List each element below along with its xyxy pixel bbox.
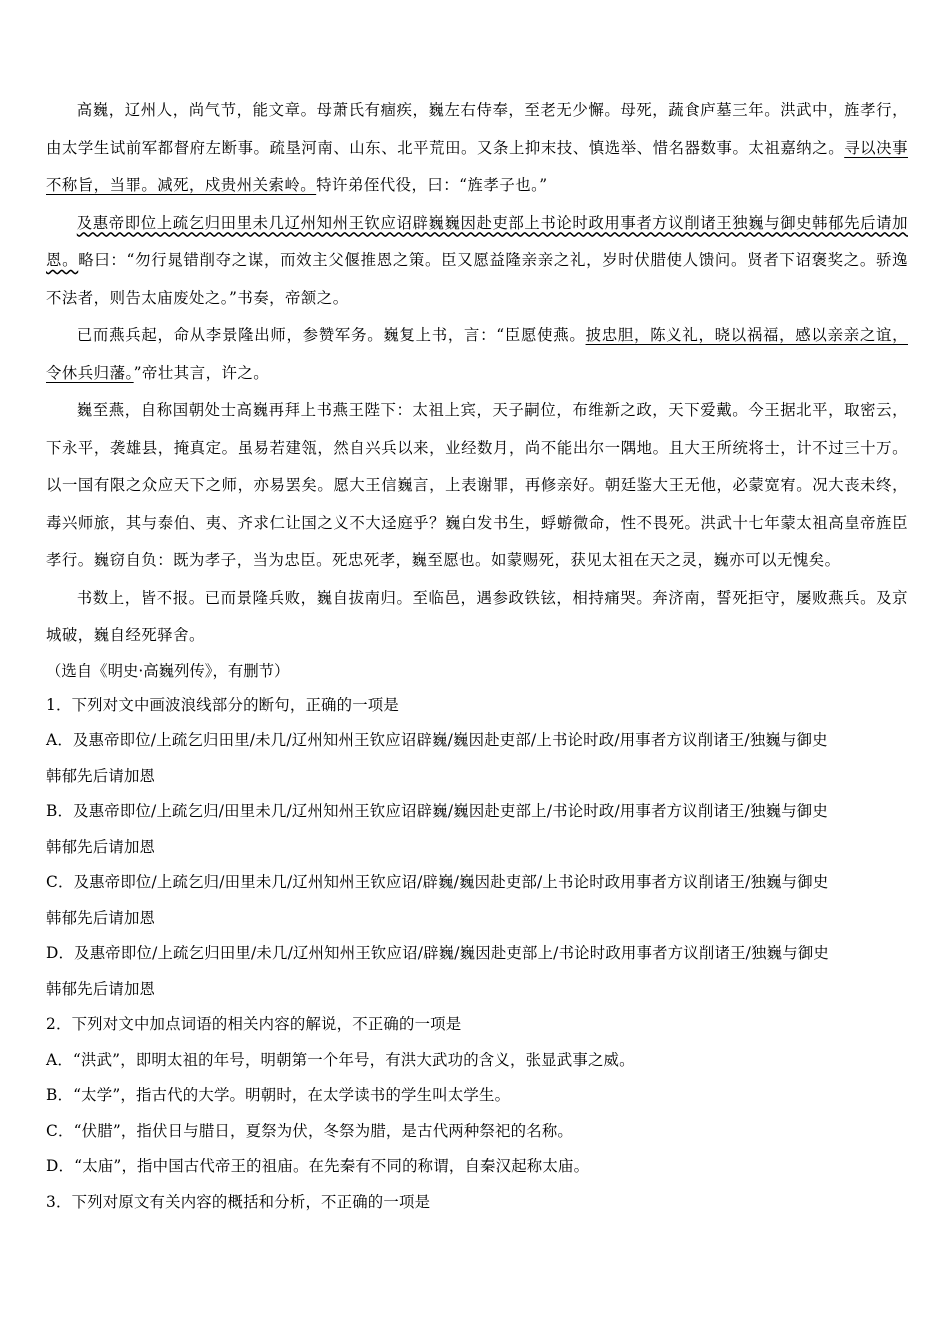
question-1-option-d-cont: 韩郁先后请加恩	[46, 979, 156, 998]
question-2-stem: 2．下列对文中加点词语的相关内容的解说，不正确的一项是	[46, 1015, 462, 1033]
passage-text: 特许弟侄代役，曰：“旌孝子也。”	[316, 176, 548, 194]
question-1-option-b: B．及惠帝即位/上疏乞归/田里未几/辽州知州王钦应诏辟巍/巍因赴吏部上/书论时政/用事者方议削诸王/独巍与御史	[46, 802, 828, 820]
document-page	[46, 92, 908, 1220]
question-2-option-a: A．“洪武”，即明太祖的年号，明朝第一个年号，有洪大武功的含义，张显武事之威。	[46, 1050, 635, 1069]
question-1-option-a-cont: 韩郁先后请加恩	[46, 766, 156, 785]
passage-paragraph-1	[46, 92, 908, 205]
passage-text: ”帝壮其言，许之。	[133, 363, 270, 382]
question-2-option-c: C．“伏腊”，指伏日与腊日，夏祭为伏，冬祭为腊，是古代两种祭祀的名称。	[46, 1121, 574, 1140]
source-note: （选自《明史·高巍列传》，有删节）	[46, 661, 290, 680]
passage-text: 已而燕兵起，命从李景隆出师，参赞军务。巍复上书，言：“臣愿使燕。	[76, 326, 586, 344]
passage-paragraph-3	[46, 317, 908, 392]
question-1-option-a: A．及惠帝即位/上疏乞归田里/未几/辽州知州王钦应诏辟巍/巍因赴吏部/上书论时政/用事者方议削诸王/独巍与御史	[46, 731, 828, 749]
passage-text: 略曰：“勿行晁错削夺之谋，而效主父偃推恩之策。臣又愿益隆亲亲之礼，岁时伏腊使人馈问。贤者下诏褒奖之。骄逸不法者，则告太庙废处之。”书奏，帝颔之。	[46, 251, 908, 307]
question-3-stem: 3．下列对原文有关内容的概括和分析，不正确的一项是	[46, 1192, 431, 1211]
question-1-option-c: C．及惠帝即位/上疏乞归/田里未几/辽州知州王钦应诏/辟巍/巍因赴吏部/上书论时政用事者方议削诸王/独巍与御史	[46, 873, 829, 891]
question-2-option-b: B．“太学”，指古代的大学。明朝时，在太学读书的学生叫太学生。	[46, 1086, 511, 1104]
underlined-sentence: 披忠胆，陈义礼，晓以祸福，感以亲亲之谊，令休兵归藩。	[46, 326, 908, 382]
question-1-option-b-cont: 韩郁先后请加恩	[46, 837, 156, 856]
question-1-option-d: D．及惠帝即位/上疏乞归田里/未几/辽州知州王钦应诏/辟巍/巍因赴吏部上/书论时政用事者方议削诸王/独巍与御史	[46, 944, 829, 962]
passage-paragraph-4: 巍至燕，自称国朝处士高巍再拜上书燕王陛下：太祖上宾，天子嗣位，布维新之政，天下爱戴。今王据北平，取密云，下永平，袭雄县，掩真定。虽易若建瓴，然自兴兵以来，业经数月，尚不能出尔一隅地。且大王所统将士，计不过三十万。以一国有限之众应天下之师，亦易罢矣。愿大王信巍言，上表谢罪，再修亲好。朝廷鉴大王无他，必蒙宽宥。况大丧未终，毒兴师旅，其与泰伯、夷、齐求仁让国之义不大迳庭乎？巍白发书生，蜉蝣微命，性不畏死。洪武十七年蒙太祖高皇帝旌臣孝行。巍窃自负：既为孝子，当为忠臣。死忠死孝，巍至愿也。如蒙赐死，获见太祖在天之灵，巍亦可以无愧矣。	[46, 401, 908, 569]
passage-paragraph-5: 书数上，皆不报。已而景隆兵败，巍自拔南归。至临邑，遇参政铁铉，相持痛哭。奔济南，誓死拒守，屡败燕兵。及京城破，巍自经死驿舍。	[46, 588, 908, 644]
question-1-stem: 1．下列对文中画波浪线部分的断句，正确的一项是	[46, 695, 399, 714]
wavy-underlined-sentence: 及惠帝即位上疏乞归田里未几辽州知州王钦应诏辟巍巍因赴吏部上书论时政用事者方议削诸王独巍与御史韩郁先后请加恩。	[46, 213, 908, 269]
passage-text: 高巍，辽州人，尚气节，能文章。母萧氏有痼疾，巍左右侍奉，至老无少懈。母死，蔬食庐墓三年。洪武中，旌孝行，由太学生试前军都督府左断事。疏垦河南、山东、北平荒田。又条上抑末技、慎选举、惜名器数事。太祖嘉纳之。	[46, 101, 908, 157]
question-1-option-c-cont: 韩郁先后请加恩	[46, 908, 156, 927]
question-2-option-d: D．“太庙”，指中国古代帝王的祖庙。在先秦有不同的称谓，自秦汉起称太庙。	[46, 1157, 590, 1175]
passage-paragraph-2	[46, 205, 908, 318]
underlined-sentence: 寻以决事不称旨，当罪。减死，戍贵州关索岭。	[46, 138, 908, 194]
